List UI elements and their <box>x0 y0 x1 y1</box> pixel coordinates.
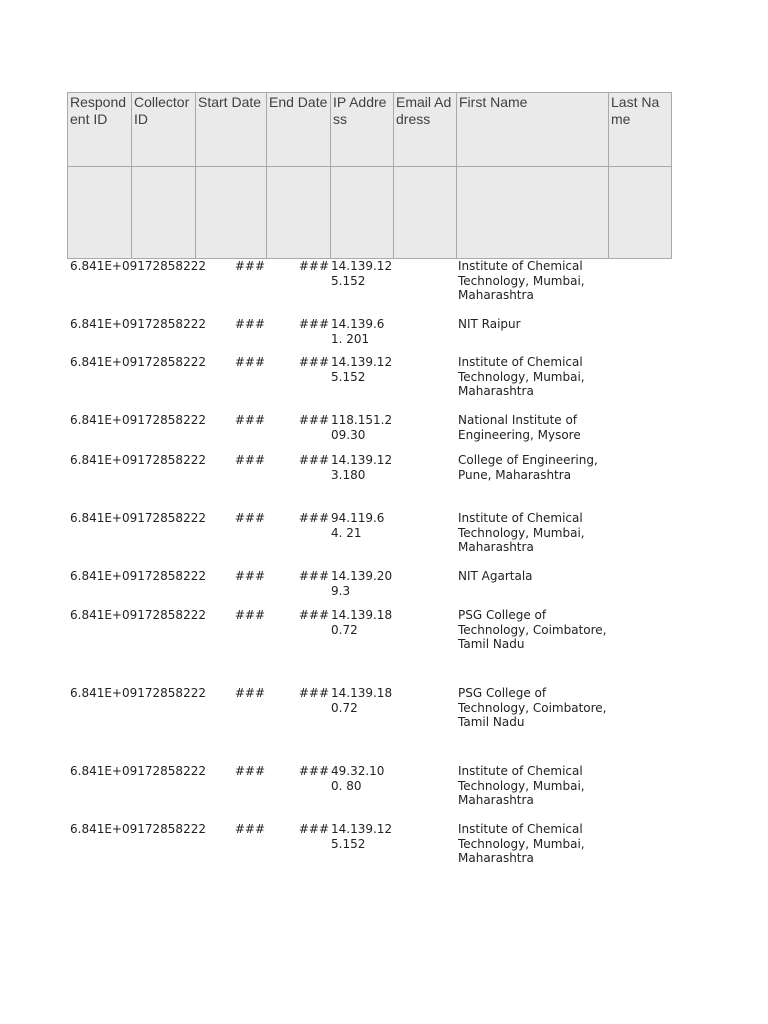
header-blank-cell[interactable] <box>331 167 394 259</box>
start-date-cell[interactable]: ### <box>234 822 265 836</box>
ip-address-cell[interactable]: 14.139.12 3.180 <box>331 453 393 482</box>
first-name-cell[interactable]: College of Engineering, Pune, Maharashtra <box>458 453 598 482</box>
header-email-address[interactable]: Email Address <box>394 93 457 167</box>
table-row[interactable] <box>67 355 672 413</box>
header-table <box>67 92 672 259</box>
end-date-cell[interactable]: ### <box>298 413 329 427</box>
respondent-id-cell[interactable]: 6.841E+09172858222 <box>70 355 206 369</box>
start-date-cell[interactable]: ### <box>234 764 265 778</box>
ip-address-cell[interactable]: 94.119.64. 21 <box>331 511 385 540</box>
header-blank-row <box>68 167 672 259</box>
first-name-cell[interactable]: Institute of Chemical Technology, Mumbai, Maharashtra <box>458 764 585 807</box>
table-row[interactable] <box>67 608 672 686</box>
table-row[interactable] <box>67 764 672 822</box>
ip-address-cell[interactable]: 49.32.100. 80 <box>331 764 385 793</box>
table-row[interactable] <box>67 413 672 453</box>
first-name-cell[interactable]: Institute of Chemical Technology, Mumbai, Maharashtra <box>458 511 585 554</box>
respondent-id-cell[interactable]: 6.841E+09172858222 <box>70 608 206 622</box>
header-last-name[interactable]: Last Name <box>609 93 672 167</box>
end-date-cell[interactable]: ### <box>298 453 329 467</box>
start-date-cell[interactable]: ### <box>234 413 265 427</box>
table-row[interactable] <box>67 686 672 764</box>
end-date-cell[interactable]: ### <box>298 569 329 583</box>
end-date-cell[interactable]: ### <box>298 355 329 369</box>
first-name-cell[interactable]: NIT Raipur <box>458 317 521 331</box>
start-date-cell[interactable]: ### <box>234 569 265 583</box>
spreadsheet <box>67 92 672 880</box>
header-collector-id[interactable]: Collector ID <box>132 93 196 167</box>
ip-address-cell[interactable]: 14.139.12 5.152 <box>331 822 393 851</box>
header-blank-cell[interactable] <box>196 167 267 259</box>
first-name-cell[interactable]: Institute of Chemical Technology, Mumbai, Maharashtra <box>458 822 585 865</box>
ip-address-cell[interactable]: 14.139.12 5.152 <box>331 355 393 384</box>
end-date-cell[interactable]: ### <box>298 259 329 273</box>
ip-address-cell[interactable]: 14.139.18 0.72 <box>331 608 393 637</box>
ip-address-cell[interactable]: 14.139.20 9.3 <box>331 569 393 598</box>
ip-address-cell[interactable]: 118.151.2 09.30 <box>331 413 393 442</box>
start-date-cell[interactable]: ### <box>234 511 265 525</box>
respondent-id-cell[interactable]: 6.841E+09172858222 <box>70 569 206 583</box>
start-date-cell[interactable]: ### <box>234 355 265 369</box>
header-respondent-id[interactable]: Respond ent ID <box>68 93 132 167</box>
table-row[interactable] <box>67 453 672 511</box>
end-date-cell[interactable]: ### <box>298 822 329 836</box>
header-blank-cell[interactable] <box>267 167 331 259</box>
end-date-cell[interactable]: ### <box>298 686 329 700</box>
header-blank-cell[interactable] <box>609 167 672 259</box>
table-row[interactable] <box>67 317 672 355</box>
end-date-cell[interactable]: ### <box>298 317 329 331</box>
first-name-cell[interactable]: National Institute of Engineering, Mysore <box>458 413 581 442</box>
table-row[interactable] <box>67 511 672 569</box>
table-row[interactable] <box>67 259 672 317</box>
table-row[interactable] <box>67 569 672 608</box>
first-name-cell[interactable]: Institute of Chemical Technology, Mumbai, Maharashtra <box>458 355 585 398</box>
respondent-id-cell[interactable]: 6.841E+09172858222 <box>70 259 206 273</box>
start-date-cell[interactable]: ### <box>234 317 265 331</box>
ip-address-cell[interactable]: 14.139.61. 201 <box>331 317 385 346</box>
first-name-cell[interactable]: Institute of Chemical Technology, Mumbai, Maharashtra <box>458 259 585 302</box>
first-name-cell[interactable]: NIT Agartala <box>458 569 533 583</box>
respondent-id-cell[interactable]: 6.841E+09172858222 <box>70 317 206 331</box>
start-date-cell[interactable]: ### <box>234 608 265 622</box>
header-first-name[interactable]: First Name <box>457 93 609 167</box>
respondent-id-cell[interactable]: 6.841E+09172858222 <box>70 453 206 467</box>
data-rows <box>67 259 672 880</box>
start-date-cell[interactable]: ### <box>234 686 265 700</box>
first-name-cell[interactable]: PSG College of Technology, Coimbatore, Tamil Nadu <box>458 608 607 651</box>
header-start-date[interactable]: Start Date <box>196 93 267 167</box>
end-date-cell[interactable]: ### <box>298 764 329 778</box>
header-blank-cell[interactable] <box>132 167 196 259</box>
respondent-id-cell[interactable]: 6.841E+09172858222 <box>70 764 206 778</box>
ip-address-cell[interactable]: 14.139.12 5.152 <box>331 259 393 288</box>
header-ip-address[interactable]: IP Address <box>331 93 394 167</box>
end-date-cell[interactable]: ### <box>298 511 329 525</box>
header-blank-cell[interactable] <box>68 167 132 259</box>
start-date-cell[interactable]: ### <box>234 259 265 273</box>
respondent-id-cell[interactable]: 6.841E+09172858222 <box>70 413 206 427</box>
header-end-date[interactable]: End Date <box>267 93 331 167</box>
respondent-id-cell[interactable]: 6.841E+09172858222 <box>70 822 206 836</box>
table-row[interactable] <box>67 822 672 880</box>
respondent-id-cell[interactable]: 6.841E+09172858222 <box>70 511 206 525</box>
header-row <box>68 93 672 167</box>
header-blank-cell[interactable] <box>457 167 609 259</box>
start-date-cell[interactable]: ### <box>234 453 265 467</box>
header-blank-cell[interactable] <box>394 167 457 259</box>
respondent-id-cell[interactable]: 6.841E+09172858222 <box>70 686 206 700</box>
end-date-cell[interactable]: ### <box>298 608 329 622</box>
first-name-cell[interactable]: PSG College of Technology, Coimbatore, Tamil Nadu <box>458 686 607 729</box>
ip-address-cell[interactable]: 14.139.18 0.72 <box>331 686 393 715</box>
